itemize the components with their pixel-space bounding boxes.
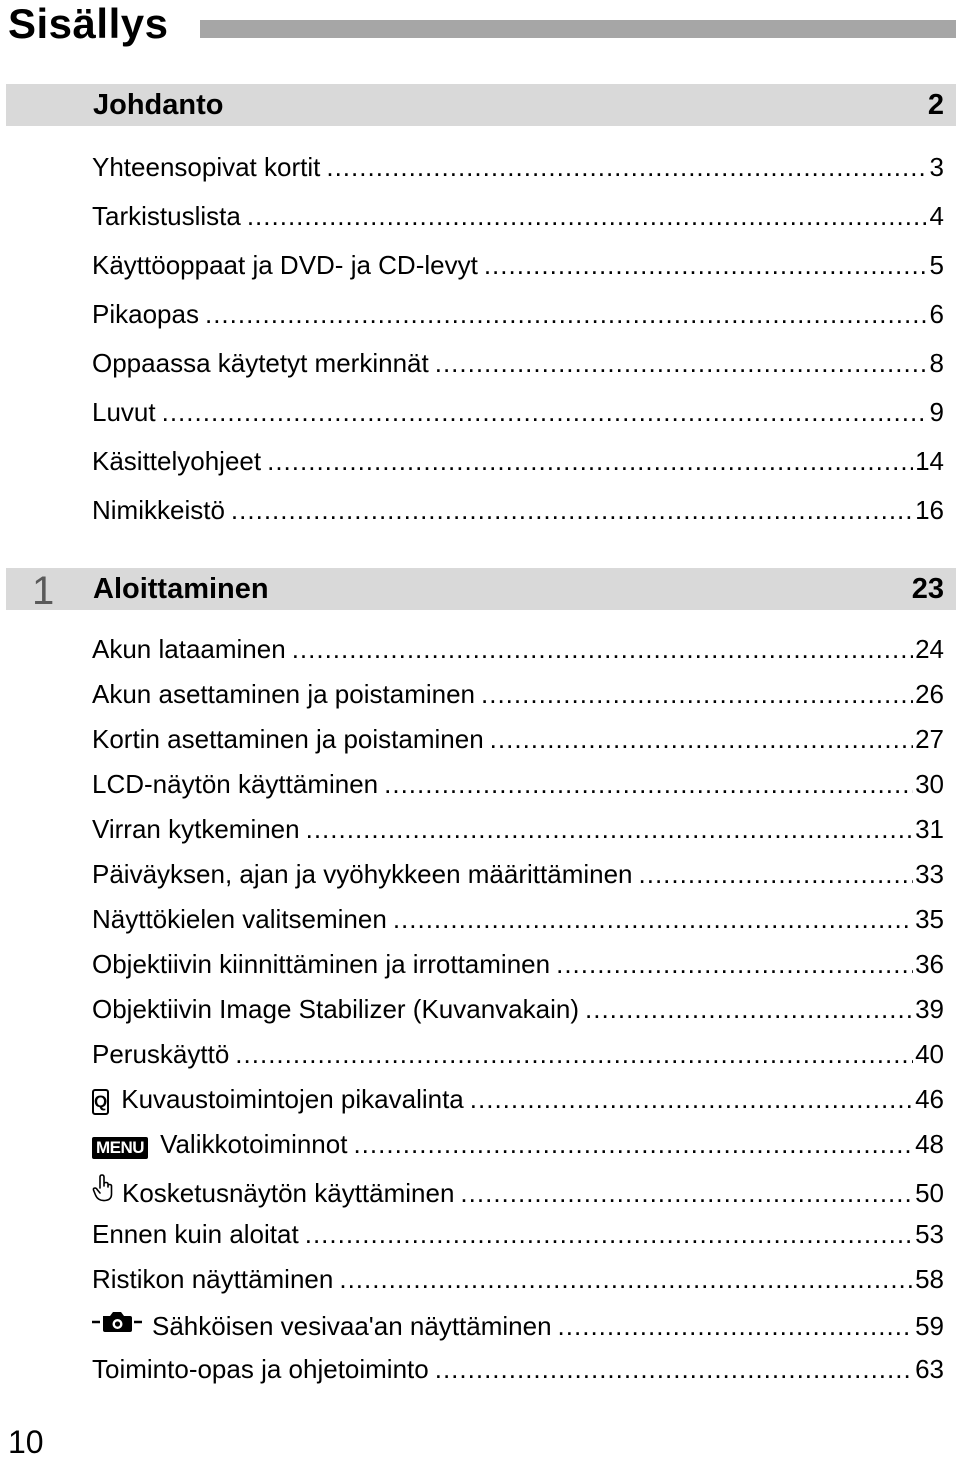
toc-entry[interactable] xyxy=(92,152,944,201)
toc-entry-label: Akun lataaminen xyxy=(92,634,286,664)
toc-entry-label: Oppaassa käytetyt merkinnät xyxy=(92,348,429,378)
section-page-number: 2 xyxy=(927,89,944,121)
toc-entry-label: Kosketusnäytön käyttäminen xyxy=(122,1178,455,1208)
toc-entry-label: Toiminto-opas ja ohjetoiminto xyxy=(92,1354,429,1384)
dot-leader xyxy=(353,1129,913,1160)
toc-entry-page: 40 xyxy=(915,1039,944,1069)
toc-entry-page: 4 xyxy=(929,201,944,231)
toc-entry-label: Yhteensopivat kortit xyxy=(92,152,321,182)
toc-entry-label: Käsittelyohjeet xyxy=(92,446,262,476)
toc-entry-label: Valikkotoiminnot xyxy=(160,1129,348,1159)
toc-entry[interactable] xyxy=(92,1219,944,1264)
toc-entry-label: Tarkistuslista xyxy=(92,201,241,231)
toc-entry-page: 63 xyxy=(915,1354,944,1384)
toc-entry[interactable] xyxy=(92,495,944,544)
dot-leader xyxy=(639,859,914,890)
toc-entry-page: 9 xyxy=(929,397,944,427)
section-title: Johdanto xyxy=(93,89,224,121)
dot-leader xyxy=(470,1084,913,1115)
dot-leader xyxy=(585,994,913,1025)
toc-entry-label: Luvut xyxy=(92,397,156,427)
toc-entry[interactable] xyxy=(92,1354,944,1399)
dot-leader xyxy=(305,1219,913,1250)
toc-entry-page: 27 xyxy=(915,724,944,754)
toc-entry-page: 6 xyxy=(929,299,944,329)
toc-entry-label: Ristikon näyttäminen xyxy=(92,1264,334,1294)
toc-entry[interactable] xyxy=(92,724,944,769)
camera-level-icon xyxy=(92,1309,142,1335)
dot-leader xyxy=(205,299,928,330)
toc-entry[interactable] xyxy=(92,949,944,994)
toc-entry-label: Akun asettaminen ja poistaminen xyxy=(92,679,476,709)
dot-leader xyxy=(460,1178,913,1209)
toc-entry-page: 58 xyxy=(915,1264,944,1294)
toc-entry[interactable] xyxy=(92,1174,944,1219)
dot-leader xyxy=(235,1039,913,1070)
toc-entry-label: Objektiivin kiinnittäminen ja irrottaminen xyxy=(92,949,551,979)
toc-entry[interactable] xyxy=(92,859,944,904)
toc-entry-label: Päiväyksen, ajan ja vyöhykkeen määrittäminen xyxy=(92,859,633,889)
menu-button-icon: MENU xyxy=(92,1137,148,1159)
dot-leader xyxy=(306,814,913,845)
page-number: 10 xyxy=(8,1424,44,1460)
toc-entry[interactable] xyxy=(92,994,944,1039)
toc-entry-label: Käyttöoppaat ja DVD- ja CD-levyt xyxy=(92,250,478,280)
toc-entry-page: 46 xyxy=(915,1084,944,1114)
section-title: Aloittaminen xyxy=(93,573,269,605)
toc-entry-label: Kuvaustoimintojen pikavalinta xyxy=(121,1084,464,1114)
toc-entry[interactable] xyxy=(92,1039,944,1084)
toc-entry-label: Näyttökielen valitseminen xyxy=(92,904,387,934)
toc-entry[interactable] xyxy=(92,904,944,949)
dot-leader xyxy=(267,446,913,477)
dot-leader xyxy=(435,348,928,379)
toc-entry[interactable] xyxy=(92,201,944,250)
toc-entry[interactable] xyxy=(92,446,944,495)
toc-entry[interactable] xyxy=(92,1264,944,1309)
toc-entry-page: 16 xyxy=(915,495,944,525)
toc-entry-page: 31 xyxy=(915,814,944,844)
section-page-number: 23 xyxy=(911,573,944,605)
toc-entry[interactable] xyxy=(92,634,944,679)
title-rule xyxy=(200,20,956,38)
toc-list-aloittaminen xyxy=(92,634,944,1399)
toc-entry-page: 14 xyxy=(915,446,944,476)
dot-leader xyxy=(247,201,928,232)
toc-entry-label: Sähköisen vesivaa'an näyttäminen xyxy=(152,1311,552,1341)
toc-entry-page: 24 xyxy=(915,634,944,664)
dot-leader xyxy=(484,250,928,281)
toc-entry[interactable] xyxy=(92,814,944,859)
dot-leader xyxy=(393,904,913,935)
toc-entry-page: 3 xyxy=(929,152,944,182)
dot-leader xyxy=(162,397,928,428)
page-title: Sisällys xyxy=(8,0,169,47)
dot-leader xyxy=(384,769,913,800)
toc-entry-label: Ennen kuin aloitat xyxy=(92,1219,299,1249)
toc-entry-page: 36 xyxy=(915,949,944,979)
toc-entry-label: Kortin asettaminen ja poistaminen xyxy=(92,724,484,754)
toc-entry-page: 35 xyxy=(915,904,944,934)
toc-entry-page: 59 xyxy=(915,1311,944,1341)
toc-entry[interactable] xyxy=(92,250,944,299)
toc-entry-page: 30 xyxy=(915,769,944,799)
dot-leader xyxy=(435,1354,913,1385)
toc-entry-page: 39 xyxy=(915,994,944,1024)
toc-entry[interactable] xyxy=(92,769,944,814)
toc-entry[interactable] xyxy=(92,397,944,446)
toc-entry[interactable] xyxy=(92,1129,944,1174)
dot-leader xyxy=(556,949,913,980)
toc-entry-page: 53 xyxy=(915,1219,944,1249)
toc-entry-label: Peruskäyttö xyxy=(92,1039,230,1069)
toc-entry-page: 50 xyxy=(915,1178,944,1208)
toc-entry-label: Virran kytkeminen xyxy=(92,814,300,844)
toc-entry-label: Pikaopas xyxy=(92,299,199,329)
toc-entry-label: Objektiivin Image Stabilizer (Kuvanvakain) xyxy=(92,994,579,1024)
toc-entry[interactable] xyxy=(92,679,944,724)
dot-leader xyxy=(490,724,913,755)
toc-entry-label: Nimikkeistö xyxy=(92,495,225,525)
toc-entry-label: LCD-näytön käyttäminen xyxy=(92,769,379,799)
toc-entry[interactable] xyxy=(92,1309,944,1354)
touch-hand-icon xyxy=(92,1174,114,1202)
section-header-johdanto[interactable] xyxy=(6,84,956,126)
toc-entry-page: 33 xyxy=(915,859,944,889)
dot-leader xyxy=(339,1264,913,1295)
q-button-icon: Q xyxy=(92,1089,109,1115)
toc-entry-page: 8 xyxy=(929,348,944,378)
section-number: 1 xyxy=(32,569,55,613)
toc-entry[interactable] xyxy=(92,299,944,348)
section-header-aloittaminen[interactable] xyxy=(6,568,956,613)
dot-leader xyxy=(292,634,913,665)
dot-leader xyxy=(481,679,913,710)
toc-entry-page: 48 xyxy=(915,1129,944,1159)
toc-entry[interactable] xyxy=(92,1084,944,1129)
toc-entry[interactable] xyxy=(92,348,944,397)
dot-leader xyxy=(326,152,927,183)
dot-leader xyxy=(231,495,913,526)
toc-entry-page: 5 xyxy=(929,250,944,280)
toc-list-johdanto xyxy=(92,152,944,544)
dot-leader xyxy=(558,1311,914,1342)
toc-entry-page: 26 xyxy=(915,679,944,709)
